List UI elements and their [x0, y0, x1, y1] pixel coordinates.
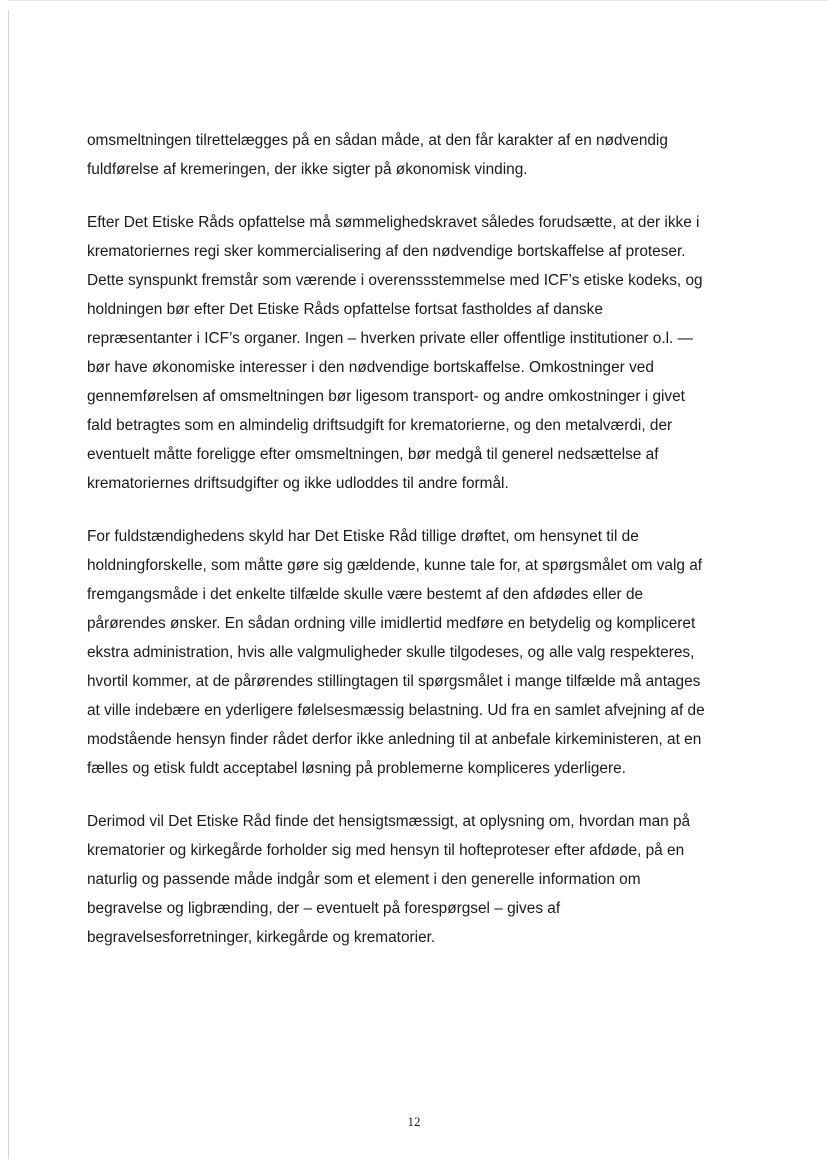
text-line: at ville indebære en yderligere følelsesmæssig belastning. Ud fra en samlet afvejning af de: [87, 702, 705, 719]
text-line: fælles og etisk fuldt acceptabel løsning på problemerne kompliceres yderligere.: [87, 760, 626, 777]
paragraph-2: [87, 208, 775, 498]
text-line: bør have økonomiske interesser i den nødvendige bortskaffelse. Omkostninger ved: [87, 359, 654, 376]
document-body: [87, 126, 775, 976]
text-line: fremgangsmåde i det enkelte tilfælde skulle være bestemt af den afdødes eller de: [87, 586, 644, 603]
paragraph-4: [87, 807, 775, 952]
text-line: holdningforskelle, som måtte gøre sig gældende, kunne tale for, at spørgsmålet om valg af: [87, 557, 703, 574]
paragraph-1: [87, 126, 775, 184]
scan-left-edge: [8, 10, 9, 1159]
page-number: 12: [407, 1114, 421, 1129]
text-line: fuldførelse af kremeringen, der ikke sigter på økonomisk vinding.: [87, 161, 528, 178]
text-line: hvortil kommer, at de pårørendes stillingtagen til spørgsmålet i mange tilfælde må antages: [87, 673, 701, 690]
text-line: gennemførelsen af omsmeltningen bør ligesom transport- og andre omkostninger i givet: [87, 388, 685, 405]
text-line: pårørendes ønsker. En sådan ordning ville imidlertid medføre en betydelig og kompliceret: [87, 615, 696, 632]
text-line: ekstra administration, hvis alle valgmuligheder skulle tilgodeses, og alle valg respekteres,: [87, 644, 695, 661]
text-line: repræsentanter i ICF’s organer. Ingen – hverken private eller offentlige institutioner o.l. —: [87, 330, 693, 347]
text-line: Efter Det Etiske Råds opfattelse må sømmelighedskravet således forudsætte, at der ikke i: [87, 214, 700, 231]
text-line: fald betragtes som en almindelig driftsudgift for krematorierne, og den metalværdi, der: [87, 417, 673, 434]
text-line: modstående hensyn finder rådet derfor ikke anledning til at anbefale kirkeministeren, at en: [87, 731, 702, 748]
text-line: Dette synspunkt fremstår som værende i overenssstemmelse med ICF’s etiske kodeks, og: [87, 272, 703, 289]
text-line: begravelse og ligbrænding, der – eventuelt på forespørgsel – gives af: [87, 900, 561, 917]
paragraph-3: [87, 522, 775, 783]
text-line: For fuldstændighedens skyld har Det Etiske Råd tillige drøftet, om hensynet til de: [87, 528, 639, 545]
text-line: krematoriernes regi sker kommercialisering af den nødvendige bortskaffelse af proteser.: [87, 243, 686, 260]
text-line: holdningen bør efter Det Etiske Råds opfattelse fortsat fastholdes af danske: [87, 301, 603, 318]
scan-top-edge: [8, 0, 828, 1]
text-line: naturlig og passende måde indgår som et element i den generelle information om: [87, 871, 641, 888]
text-line: krematoriernes driftsudgifter og ikke udloddes til andre formål.: [87, 475, 509, 492]
text-line: omsmeltningen tilrettelægges på en sådan måde, at den får karakter af en nødvendig: [87, 132, 668, 149]
text-line: krematorier og kirkegårde forholder sig med hensyn til hofteproteser efter afdøde, på en: [87, 842, 685, 859]
text-line: eventuelt måtte foreligge efter omsmeltningen, bør medgå til generel nedsættelse af: [87, 446, 659, 463]
text-line: Derimod vil Det Etiske Råd finde det hensigtsmæssigt, at oplysning om, hvordan man på: [87, 813, 691, 830]
text-line: begravelsesforretninger, kirkegårde og krematorier.: [87, 929, 436, 946]
